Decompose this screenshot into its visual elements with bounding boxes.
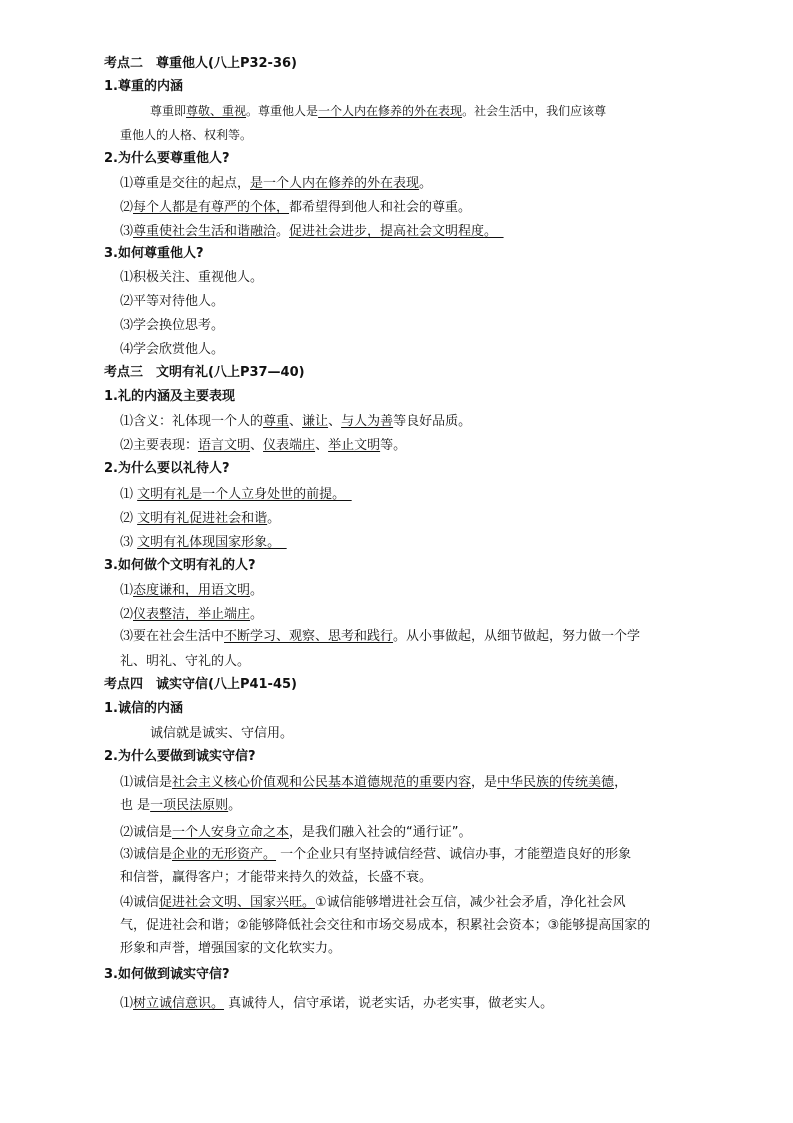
section-title-respect: 考点二 尊重他人(八上P32-36) — [104, 56, 297, 71]
heading-courtesy-meaning: 1.礼的内涵及主要表现 — [104, 389, 235, 404]
list-item: ⑵平等对待他人。 — [120, 294, 225, 309]
heading-how-respect: 3.如何尊重他人? — [104, 246, 204, 261]
list-item: ⑴积极关注、重视他人。 — [120, 270, 264, 285]
heading-why-respect: 2.为什么要尊重他人? — [104, 151, 230, 166]
list-item: ⑶尊重使社会生活和谐融洽。促进社会进步，提高社会文明程度。 — [120, 224, 504, 239]
paragraph-respect-meaning-2: 重他人的人格、权利等。 — [120, 128, 253, 142]
heading-why-integrity: 2.为什么要做到诚实守信? — [104, 749, 256, 764]
list-item: ⑴态度谦和，用语文明。 — [120, 583, 264, 598]
list-item: ⑶学会换位思考。 — [120, 318, 225, 333]
list-item: ⑴诚信是社会主义核心价值观和公民基本道德规范的重要内容，是中华民族的传统美德， — [120, 775, 628, 790]
heading-how-integrity: 3.如何做到诚实守信? — [104, 967, 230, 982]
list-item: ⑵仪表整洁，举止端庄。 — [120, 607, 264, 622]
list-item: ⑷诚信促进社会文明、国家兴旺。①诚信能够增进社会互信，减少社会矛盾，净化社会风 — [120, 895, 626, 910]
list-item: ⑵主要表现：语言文明、仪表端庄、举止文明等。 — [120, 438, 407, 453]
list-item-continued: 形象和声誉，增强国家的文化软实力。 — [120, 941, 342, 956]
list-item: ⑵每个人都是有尊严的个体，都希望得到他人和社会的尊重。 — [120, 200, 472, 215]
list-item: ⑴ 文明有礼是一个人立身处世的前提。 — [120, 487, 352, 502]
list-item: ⑶诚信是企业的无形资产。 一个企业只有坚持诚信经营、诚信办事，才能塑造良好的形象 — [120, 847, 632, 862]
list-item-continued: 也 是一项民法原则。 — [120, 798, 242, 813]
heading-why-courtesy: 2.为什么要以礼待人? — [104, 461, 230, 476]
list-item: ⑴尊重是交往的起点，是一个人内在修养的外在表现。 — [120, 176, 433, 191]
list-item-continued: 气，促进社会和谐；②能够降低社会交往和市场交易成本，积累社会资本；③能够提高国家的 — [120, 918, 651, 933]
list-item: ⑵诚信是一个人安身立命之本，是我们融入社会的“通行证”。 — [120, 825, 472, 840]
list-item: ⑶要在社会生活中不断学习、观察、思考和践行。从小事做起，从细节做起，努力做一个学 — [120, 629, 641, 644]
paragraph-integrity-definition: 诚信就是诚实、守信用。 — [150, 726, 294, 741]
paragraph-respect-meaning-1: 尊重即尊敬、重视。尊重他人是一个人内在修养的外在表现。社会生活中，我们应该尊 — [150, 104, 607, 118]
list-item: ⑶ 文明有礼体现国家形象。 — [120, 535, 287, 550]
list-item: ⑴含义：礼体现一个人的尊重、谦让、与人为善等良好品质。 — [120, 414, 472, 429]
list-item-continued: 礼、明礼、守礼的人。 — [120, 654, 251, 669]
list-item: ⑴树立诚信意识。 真诚待人，信守承诺，说老实话，办老实事，做老实人。 — [120, 996, 554, 1011]
list-item: ⑷学会欣赏他人。 — [120, 342, 225, 357]
section-title-courtesy: 考点三 文明有礼(八上P37—40) — [104, 365, 305, 380]
list-item-continued: 和信誉，赢得客户；才能带来持久的效益，长盛不衰。 — [120, 870, 433, 885]
section-title-integrity: 考点四 诚实守信(八上P41-45) — [104, 677, 297, 692]
heading-integrity-meaning: 1.诚信的内涵 — [104, 701, 183, 716]
heading-how-courtesy: 3.如何做个文明有礼的人? — [104, 558, 256, 573]
list-item: ⑵ 文明有礼促进社会和谐。 — [120, 511, 281, 526]
heading-respect-meaning: 1.尊重的内涵 — [104, 79, 183, 94]
